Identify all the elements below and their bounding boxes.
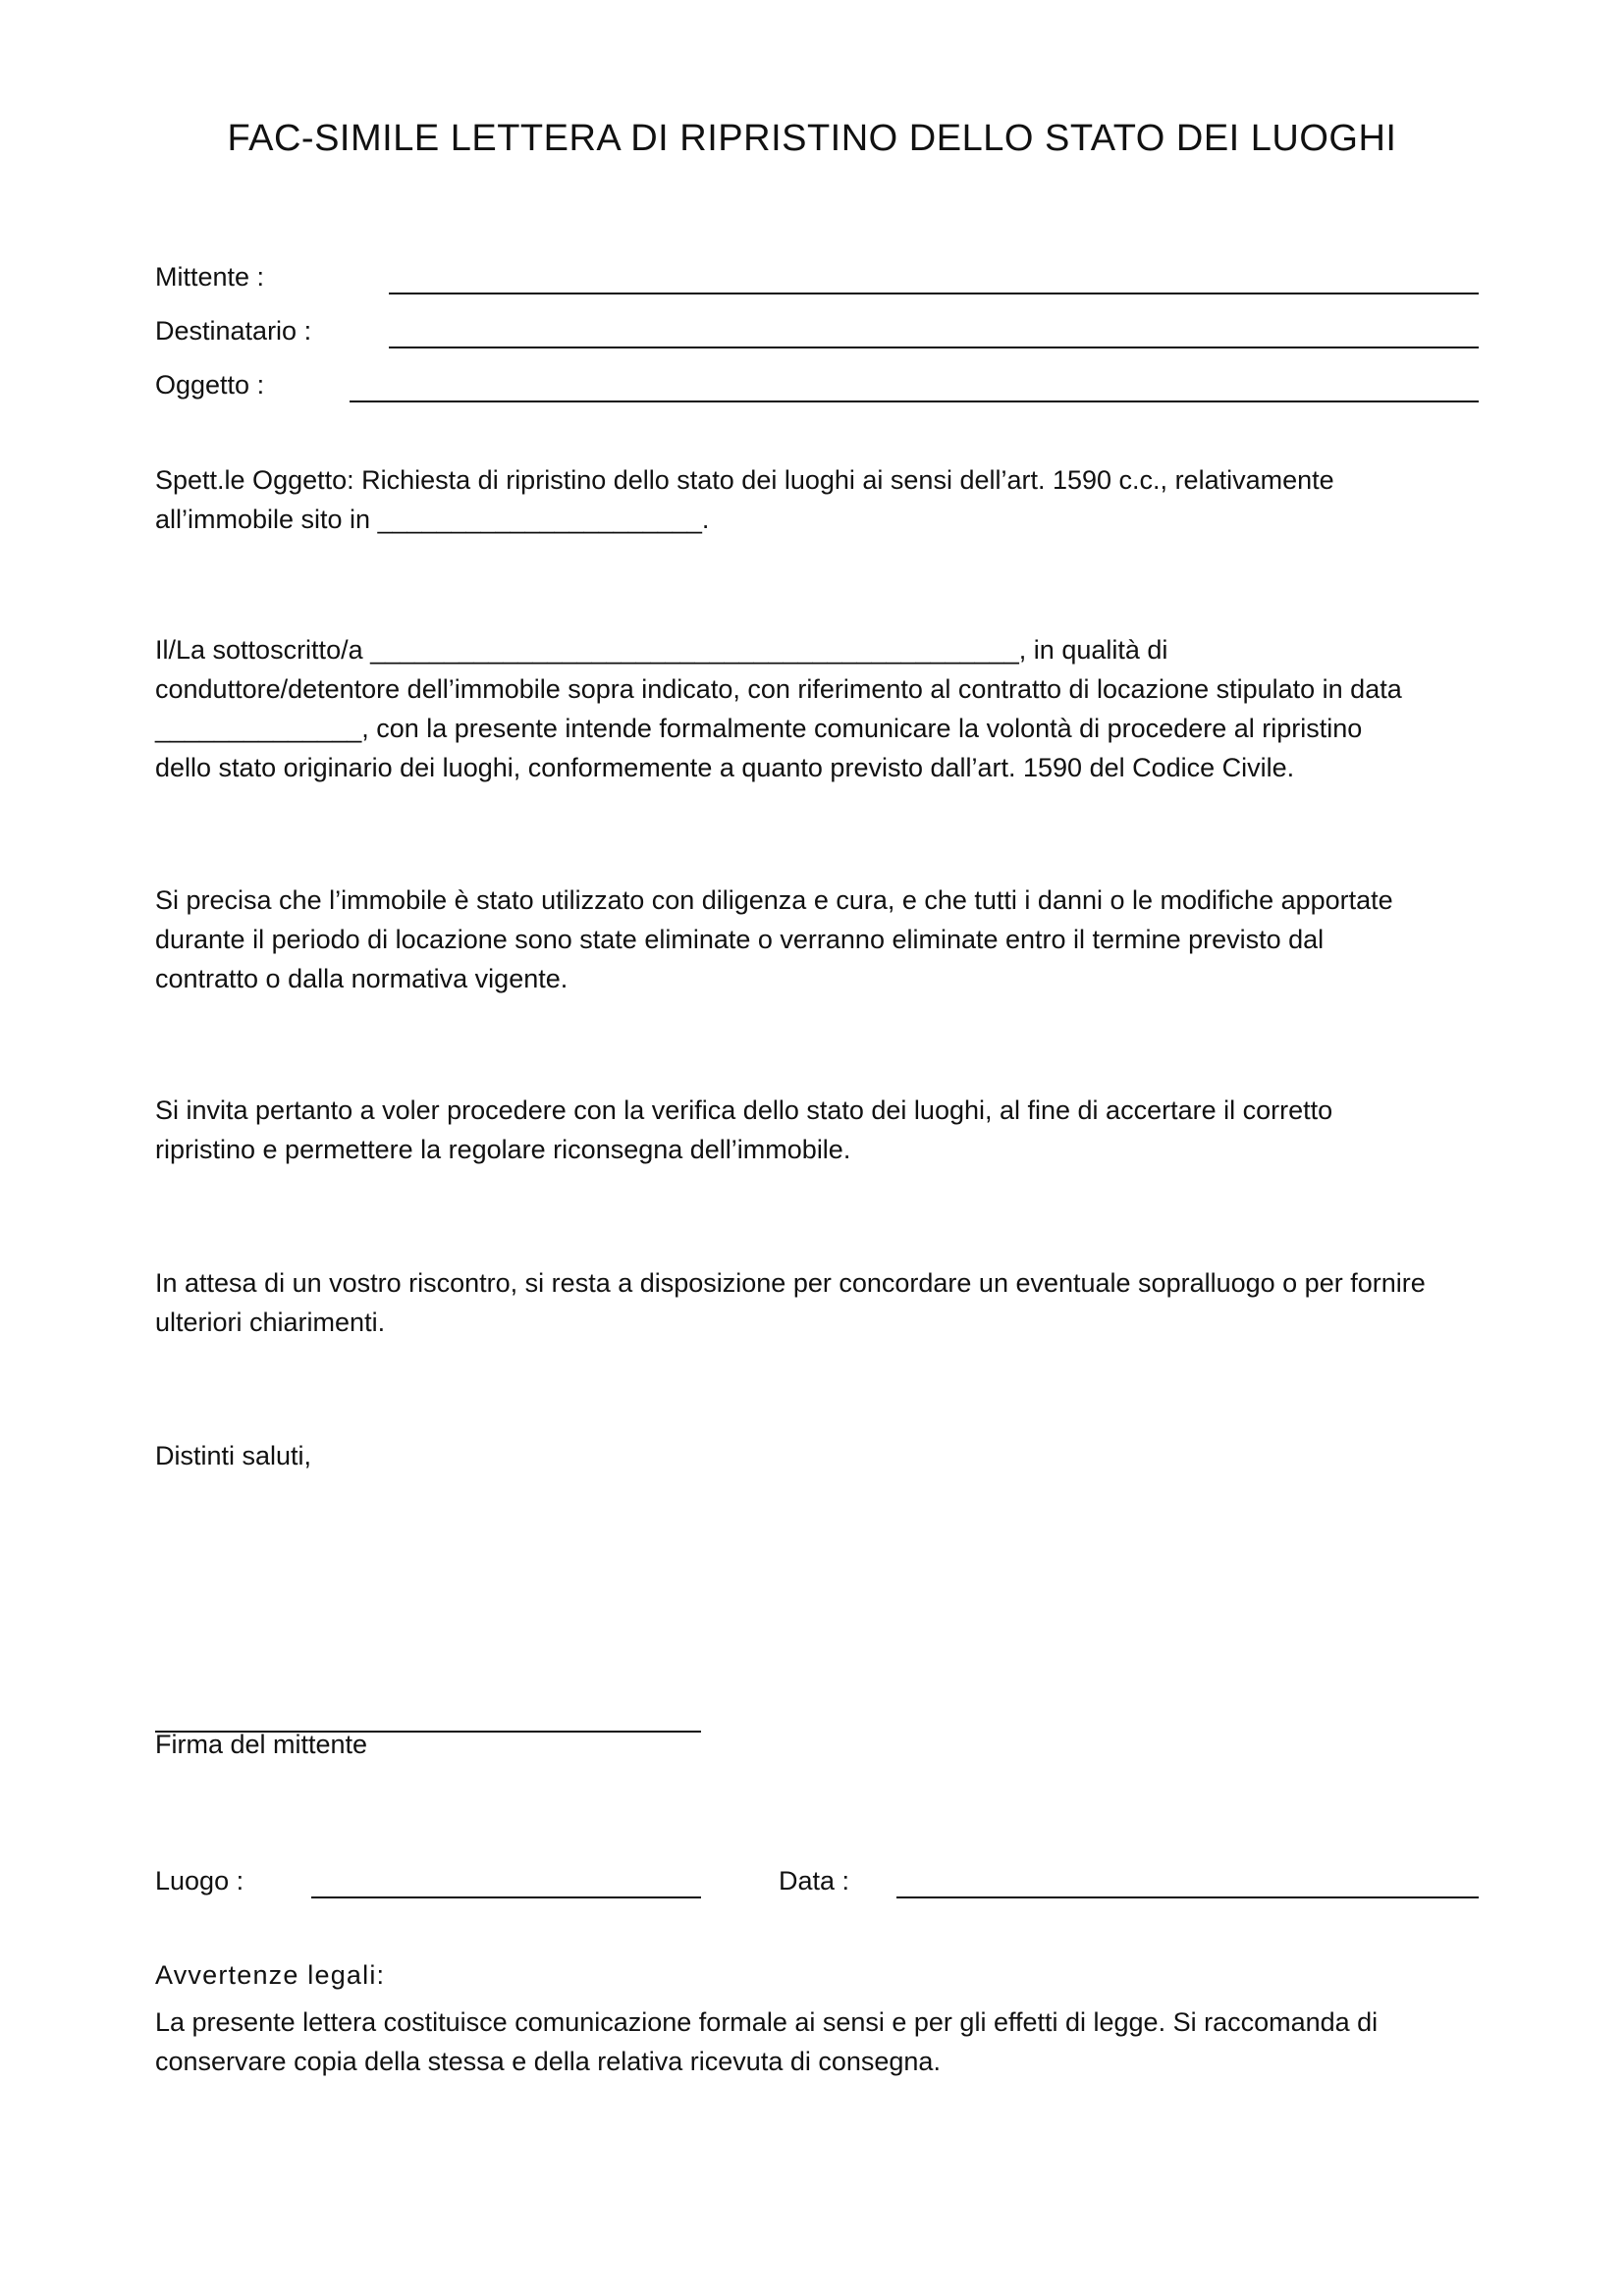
- destinatario-label: Destinatario :: [155, 316, 312, 346]
- paragraph-line: ripristino e permettere la regolare riconsegna dell’immobile.: [155, 1135, 851, 1164]
- paragraph-line: ______________, con la presente intende formalmente comunicare la volontà di procedere al ripristino: [155, 714, 1363, 743]
- mittente-label: Mittente :: [155, 262, 265, 292]
- paragraph-line: conduttore/detentore dell’immobile sopra indicato, con riferimento al contratto di locazione stipulato in data: [155, 674, 1402, 704]
- luogo-line[interactable]: [311, 1896, 701, 1898]
- signature-caption: Firma del mittente: [155, 1730, 368, 1759]
- legal-text: [155, 2002, 1490, 2081]
- paragraph-line: durante il periodo di locazione sono state eliminate o verranno eliminate entro il termine previsto dal: [155, 925, 1325, 954]
- paragraph-line: Il/La sottoscritto/a ____________________________________________, in qualità di: [155, 635, 1168, 665]
- paragraph-line: conservare copia della stessa e della relativa ricevuta di consegna.: [155, 2047, 941, 2076]
- paragraph-line: all’immobile sito in ______________________.: [155, 505, 710, 534]
- paragraph-line: Spett.le Oggetto: Richiesta di ripristino dello stato dei luoghi ai sensi dell’art. 1590 c.c., relativamente: [155, 465, 1334, 495]
- closing-greeting: Distinti saluti,: [155, 1441, 312, 1470]
- mittente-line[interactable]: [389, 293, 1479, 294]
- paragraph-subject: [155, 460, 1490, 539]
- paragraph-declaration: [155, 630, 1490, 787]
- oggetto-line[interactable]: [350, 400, 1479, 402]
- paragraph-line: dello stato originario dei luoghi, conformemente a quanto previsto dall’art. 1590 del Codice Civile.: [155, 753, 1295, 782]
- paragraph-condition: [155, 881, 1490, 998]
- legal-heading: Avvertenze legali:: [155, 1960, 386, 1990]
- paragraph-line: Si precisa che l’immobile è stato utilizzato con diligenza e cura, e che tutti i danni o le modifiche apportate: [155, 885, 1393, 915]
- paragraph-line: In attesa di un vostro riscontro, si resta a disposizione per concordare un eventuale sopralluogo o per fornire: [155, 1268, 1426, 1298]
- oggetto-label: Oggetto :: [155, 370, 265, 400]
- destinatario-line[interactable]: [389, 347, 1479, 348]
- paragraph-line: ulteriori chiarimenti.: [155, 1308, 386, 1337]
- paragraph-line: La presente lettera costituisce comunicazione formale ai sensi e per gli effetti di legge. Si raccomanda di: [155, 2007, 1379, 2037]
- paragraph-request: [155, 1091, 1490, 1169]
- data-line[interactable]: [896, 1896, 1479, 1898]
- data-label: Data :: [779, 1866, 850, 1896]
- paragraph-line: Si invita pertanto a voler procedere con la verifica dello stato dei luoghi, al fine di accertare il corretto: [155, 1095, 1333, 1125]
- luogo-label: Luogo :: [155, 1866, 244, 1896]
- paragraph-line: contratto o dalla normativa vigente.: [155, 964, 568, 993]
- page-title: FAC-SIMILE LETTERA DI RIPRISTINO DELLO STATO DEI LUOGHI: [227, 118, 1397, 159]
- paragraph-availability: [155, 1263, 1490, 1342]
